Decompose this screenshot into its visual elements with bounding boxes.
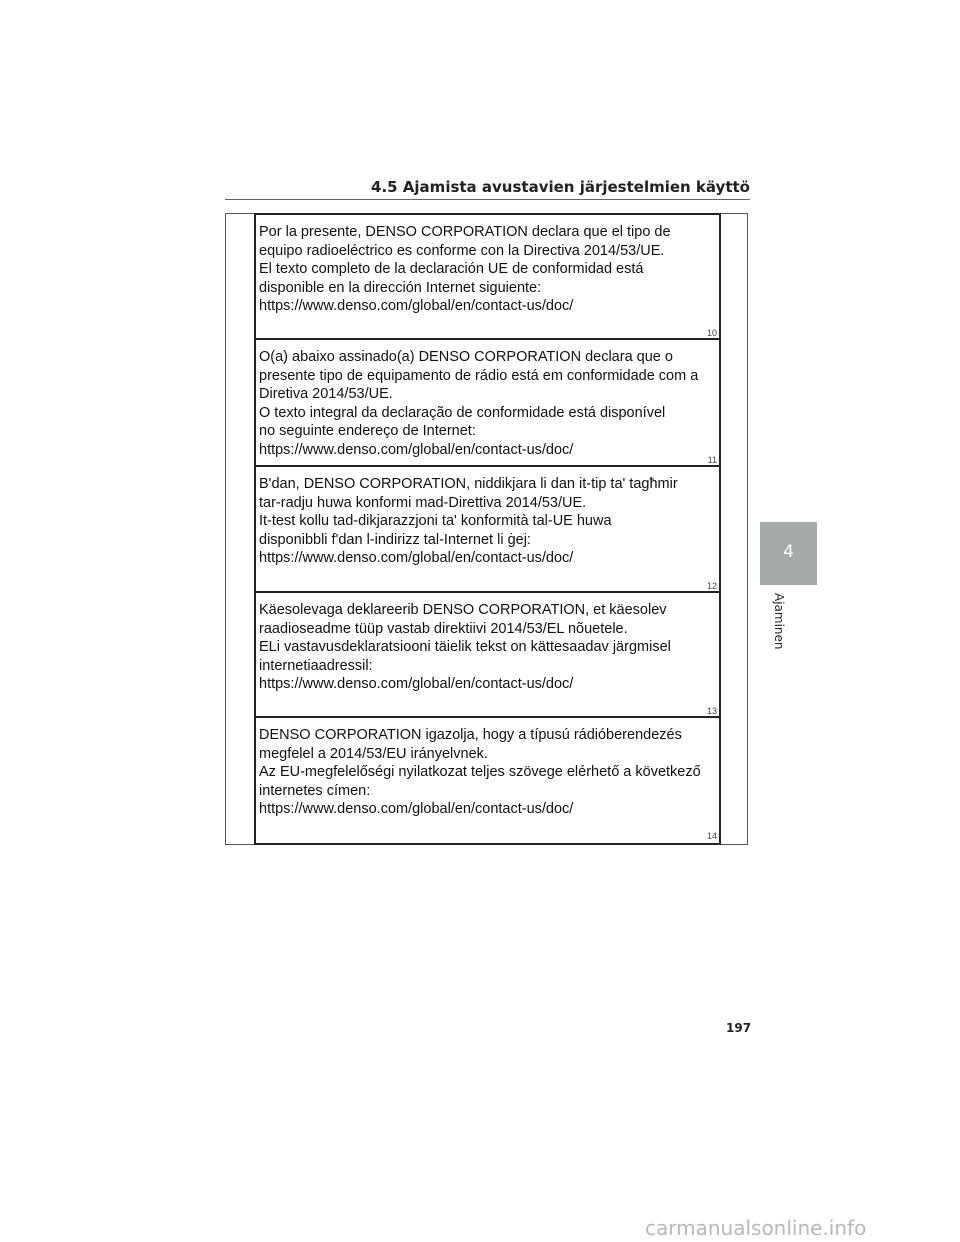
declaration-block-portuguese — [256, 338, 719, 467]
block-number: 14 — [706, 831, 717, 841]
text-line: internetes címen: — [259, 782, 371, 799]
text-line: ELi vastavusdeklaratsiooni täielik tekst on kättesaadav järgmisel — [259, 639, 671, 655]
text-line: megfelel a 2014/53/EU irányelvnek. — [259, 745, 488, 762]
block-number: 11 — [707, 455, 717, 465]
block-number: 12 — [706, 581, 717, 591]
text-line: DENSO CORPORATION igazolja, hogy a típusú rádióberendezés — [259, 727, 682, 743]
chapter-label-text: Ajaminen — [772, 593, 786, 650]
page-number: 197 — [726, 1021, 752, 1035]
section-header-title: 4.5 Ajamista avustavien järjestelmien käyttö — [371, 178, 750, 196]
text-line: equipo radioeléctrico es conforme con la Directiva 2014/53/UE. — [259, 242, 665, 259]
text-line: https://www.denso.com/global/en/contact-us/doc/ — [259, 801, 574, 817]
text-line: presente tipo de equipamento de rádio está em conformidade com a — [259, 367, 699, 384]
declaration-text — [259, 223, 699, 316]
text-line: Az EU-megfelelőségi nyilatkozat teljes szövege elérhető a következő — [259, 764, 701, 780]
text-line: https://www.denso.com/global/en/contact-us/doc/ — [259, 676, 574, 692]
block-number: 13 — [706, 706, 717, 716]
declaration-block-estonian — [256, 591, 719, 718]
text-line: It-test kollu tad-dikjarazzjoni ta' konformità tal-UE huwa — [259, 513, 612, 529]
declaration-text — [259, 348, 699, 459]
text-line: https://www.denso.com/global/en/contact-us/doc/ — [259, 441, 574, 458]
text-line: raadioseadme tüüp vastab direktiivi 2014/53/EL nõuetele. — [259, 620, 628, 637]
declaration-text — [259, 475, 699, 568]
declaration-block-spanish — [256, 213, 719, 340]
chapter-number: 4 — [783, 542, 794, 562]
text-line: O texto integral da declaração de conformidade está disponível — [259, 404, 666, 421]
text-line: Diretiva 2014/53/UE. — [259, 386, 393, 402]
declaration-blocks — [254, 213, 721, 845]
watermark: carmanualsonline.info — [645, 1216, 867, 1240]
header-rule — [225, 199, 750, 200]
text-line: https://www.denso.com/global/en/contact-us/doc/ — [259, 298, 574, 314]
declaration-text — [259, 601, 699, 694]
chapter-label — [772, 593, 792, 653]
text-line: Por la presente, DENSO CORPORATION declara que el tipo de — [259, 224, 671, 240]
text-line: B'dan, DENSO CORPORATION, niddikjara li dan it-tip ta' tagħmir — [259, 476, 678, 492]
text-line: internetiaadressil: — [259, 657, 373, 674]
text-line: O(a) abaixo assinado(a) DENSO CORPORATION declara que o — [259, 349, 673, 365]
chapter-tab — [760, 522, 817, 585]
text-line: El texto completo de la declaración UE de conformidad está — [259, 261, 644, 277]
text-line: disponible en la dirección Internet siguiente: — [259, 279, 542, 296]
declaration-text — [259, 726, 699, 819]
declaration-block-hungarian — [256, 716, 719, 843]
text-line: tar-radju huwa konformi mad-Direttiva 2014/53/UE. — [259, 494, 587, 511]
text-line: https://www.denso.com/global/en/contact-us/doc/ — [259, 550, 574, 566]
block-number: 10 — [706, 328, 717, 338]
text-line: Käesolevaga deklareerib DENSO CORPORATION, et käesolev — [259, 602, 667, 618]
declaration-block-maltese — [256, 465, 719, 593]
text-line: disponibbli f'dan l-indirizz tal-Internet li ġej: — [259, 531, 531, 548]
text-line: no seguinte endereço de Internet: — [259, 423, 476, 439]
